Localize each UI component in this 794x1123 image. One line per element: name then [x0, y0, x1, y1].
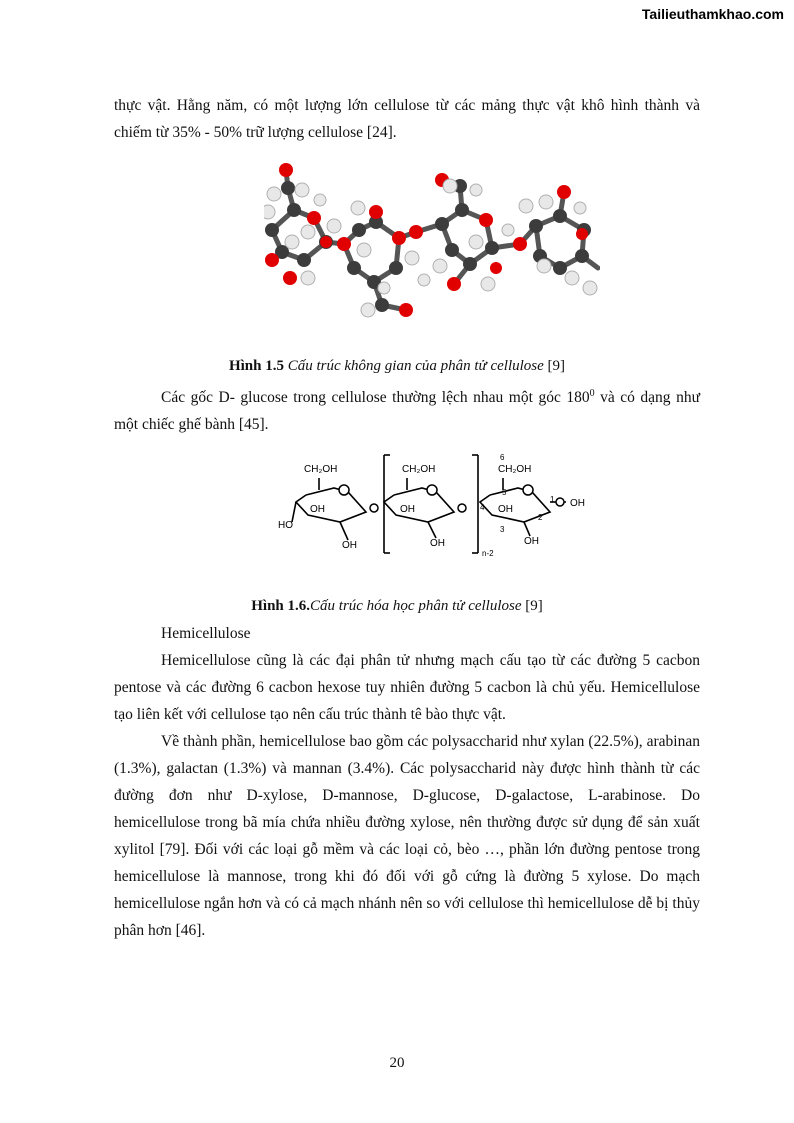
watermark: Tailieuthamkhao.com: [641, 6, 784, 22]
paragraph-hemicellulose-1: Hemicellulose cũng là các đại phân tử nhưng mạch cấu tạo từ các đường 5 cacbon pentose và các đường 6 cacbon hexose tuy nhiên đường 5 cacbon là chủ yếu. Hemicellulose tạo liên kết với cellulose tạo nên cấu trúc thành tê bào thực vật.: [114, 652, 700, 723]
carbon-number-2: 2: [538, 513, 543, 522]
page-number: 20: [389, 1055, 405, 1071]
oh-label-5: OH: [498, 504, 513, 515]
ho-label: HO: [278, 520, 293, 531]
carbon-number-6: 6: [500, 453, 505, 462]
oh-label-1: OH: [310, 504, 325, 515]
carbon-number-4: 4: [480, 503, 485, 512]
oh-label-6: OH: [524, 536, 539, 547]
figure-1-5-ref: [9]: [543, 358, 566, 374]
heading-hemicellulose: Hemicellulose: [161, 625, 251, 642]
figure-1-5-text: Cấu trúc không gian của phân tử cellulose: [283, 358, 544, 374]
paragraph-hemicellulose-2: Về thành phần, hemicellulose bao gồm các polysaccharid như xylan (22.5%), arabinan (1.3%), galactan (1.3%) và mannan (3.4%). Các polysaccharid này được hình thành từ các đường đơn như D-xylose, D-mannose, D-glucose, D-galactose, L-arabinose. Do hemicellulose trong bã mía chứa nhiều đường xylose, nên thường được sử dụng để sản xuất xylitol [79]. Đối với các loại gỗ mềm và các loại cỏ, bèo …, phần lớn đường pentose trong hemicellulose là mannose, trong khi đó đối với gỗ cứng là đường 5 xylose. Do mạch hemicellulose ngắn hơn và có cả mạch nhánh nên so với cellulose thì hemicellulose dễ bị thủy phân hơn [46].: [114, 733, 700, 939]
oh-label-4: OH: [430, 538, 445, 549]
ch2oh-label-1: CH₂OH: [304, 464, 338, 475]
paragraph-glucose: [114, 380, 700, 438]
repeat-n-label: n-2: [482, 549, 494, 558]
cellulose-3d-model-figure: [264, 160, 600, 325]
figure-1-5-label: Hình 1.5: [228, 358, 284, 374]
carbon-number-1: 1: [550, 495, 555, 504]
ch2oh-label-3: CH₂OH: [498, 464, 532, 475]
oh-label-2: OH: [342, 540, 357, 551]
paragraph-glucose-text-1: Các gốc D- glucose trong cellulose thường lệch nhau một góc 180: [161, 389, 590, 407]
ch2oh-label-2: CH₂OH: [402, 464, 436, 475]
oh-label-7: OH: [570, 498, 585, 509]
figure-1-6-ref: [9]: [521, 598, 543, 614]
figure-1-5-caption: [0, 358, 794, 375]
degree-superscript: 0: [589, 388, 595, 399]
figure-1-6-text: Cấu trúc hóa học phân tử cellulose: [310, 598, 522, 614]
carbon-number-5: 5: [502, 488, 507, 497]
carbon-number-3: 3: [500, 525, 505, 534]
figure-1-6-caption: [0, 598, 794, 615]
paragraph-glucose-text-2: và có dạng như một chiếc ghế bành [45].: [114, 389, 700, 434]
paragraph-intro: thực vật. Hằng năm, có một lượng lớn cellulose từ các mảng thực vật khô hình thành và chiếm từ 35% - 50% trữ lượng cellulose [24].: [114, 97, 700, 141]
cellulose-chemical-structure-figure: [274, 450, 594, 565]
oh-label-3: OH: [400, 504, 415, 515]
figure-1-6-label: Hình 1.6.: [251, 598, 311, 614]
